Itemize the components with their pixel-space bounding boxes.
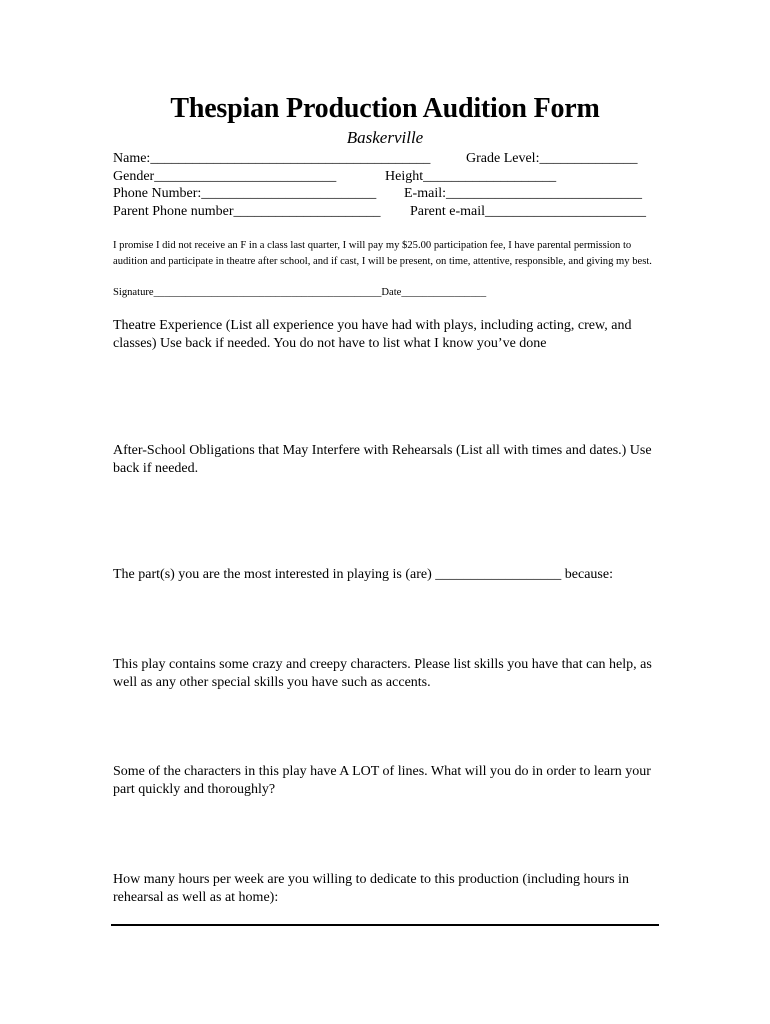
phone-number-field[interactable]: Phone Number:_________________________	[113, 186, 377, 201]
grade-level-field[interactable]: Grade Level:______________	[466, 151, 638, 166]
question-text: How many hours per week are you willing to dedicate to this production (including hours in rehearsal as well as at home):	[113, 872, 629, 905]
question-learning-lines	[113, 763, 661, 799]
production-subtitle: Baskerville	[346, 128, 424, 147]
parent-contact-row	[113, 203, 661, 221]
name-grade-row	[113, 150, 661, 168]
question-after-school-obligations	[113, 442, 661, 478]
question-text: This play contains some crazy and creepy characters. Please list skills you have that can help, as well as any other special skills you have such as accents.	[113, 657, 652, 690]
name-field[interactable]: Name:________________________________________	[113, 151, 431, 166]
phone-email-row	[113, 185, 661, 203]
parent-phone-field[interactable]: Parent Phone number_____________________	[113, 204, 381, 219]
question-text: Theatre Experience (List all experience you have had with plays, including acting, crew, and classes) Use back if needed. You do not have to list what I know you’ve done	[113, 318, 632, 351]
gender-field[interactable]: Gender__________________________	[113, 169, 337, 184]
gender-height-row	[113, 168, 661, 186]
question-text: The part(s) you are the most interested in playing is (are) __________________ because:	[113, 567, 613, 582]
bottom-divider	[111, 924, 659, 926]
question-text: After-School Obligations that May Interfere with Rehearsals (List all with times and dates.) Use back if needed.	[113, 443, 652, 476]
promise-statement	[113, 238, 661, 270]
question-weekly-hours	[113, 871, 661, 907]
question-part-interest	[113, 566, 661, 584]
height-field[interactable]: Height___________________	[385, 169, 557, 184]
email-field[interactable]: E-mail:____________________________	[404, 186, 642, 201]
page-title: Thespian Production Audition Form	[170, 93, 600, 124]
question-special-skills	[113, 656, 661, 692]
parent-email-field[interactable]: Parent e-mail_______________________	[410, 204, 647, 219]
question-text: Some of the characters in this play have A LOT of lines. What will you do in order to learn your part quickly and thoroughly?	[113, 764, 651, 797]
promise-text: I promise I did not receive an F in a class last quarter, I will pay my $25.00 participation fee, I have parental permission to audition and participate in theatre after school, and if cast, I will be present, on time, attentive, responsible, and giving my best.	[113, 240, 652, 267]
signature-date-field[interactable]: Signature___________________________________________Date________________	[113, 287, 487, 298]
question-theatre-experience	[113, 317, 661, 353]
